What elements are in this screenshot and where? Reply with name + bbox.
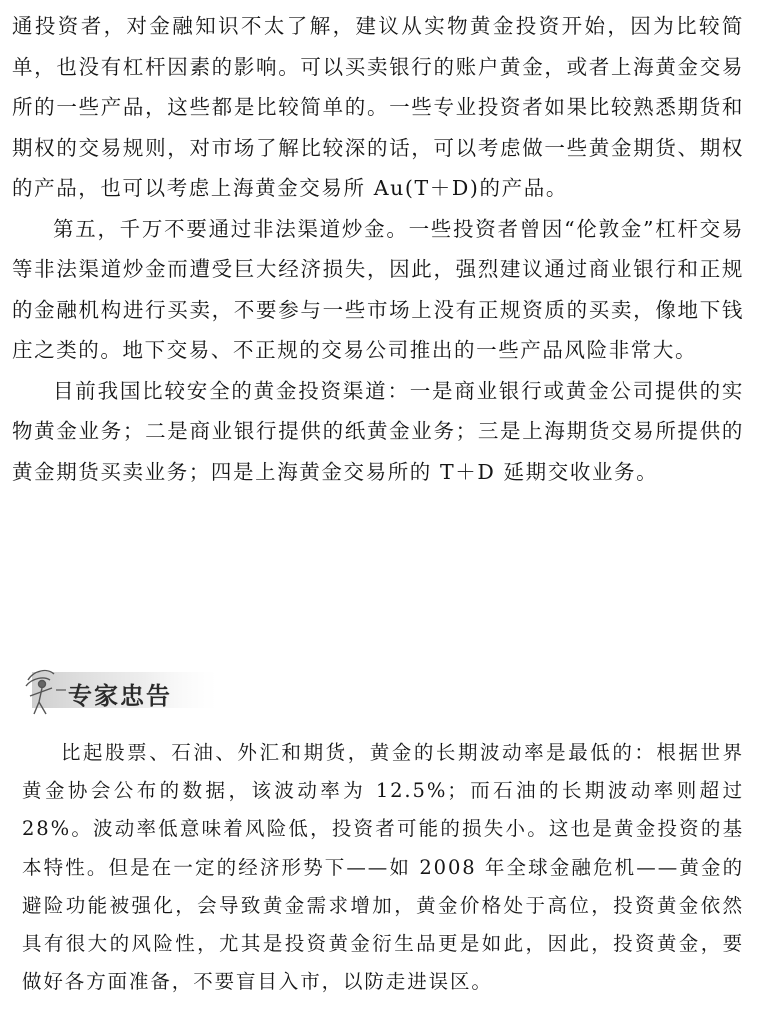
expert-tip-paragraph: 比起股票、石油、外汇和期货，黄金的长期波动率是最低的：根据世界黄金协会公布的数据，该波动率为 12.5%；而石油的长期波动率则超过 28%。波动率低意味着风险低，投资者可能的损失小。这也是黄金投资的基本特性。但是在一定的经济形势下——如 2008 年全球金融危机——黄金的避险功能被强化，会导致黄金需求增加，黄金价格处于高位，投资黄金依然具有很大的风险性，尤其是投资黄金衍生品更是如此，因此，投资黄金，要做好各方面准备，不要盲目入市，以防走进误区。	[22, 741, 744, 994]
expert-tip-body	[22, 734, 744, 1001]
paragraph-illegal-channels: 第五，千万不要通过非法渠道炒金。一些投资者曾因“伦敦金”杠杆交易等非法渠道炒金而遭受巨大经济损失，因此，强烈建议通过商业银行和正规的金融机构进行买卖，不要参与一些市场上没有正规资质的买卖，像地下钱庄之类的。地下交易、不正规的交易公司推出的一些产品风险非常大。	[12, 216, 744, 362]
expert-tip-header	[22, 662, 222, 722]
body-text	[12, 6, 744, 492]
expert-tip-title: 专家忠告	[68, 682, 172, 710]
paragraph-safe-channels: 目前我国比较安全的黄金投资渠道：一是商业银行或黄金公司提供的实物黄金业务；二是商业银行提供的纸黄金业务；三是上海期货交易所提供的黄金期货买卖业务；四是上海黄金交易所的 T＋D 延期交收业务。	[12, 378, 744, 484]
paragraph-continued: 通投资者，对金融知识不太了解，建议从实物黄金投资开始，因为比较简单，也没有杠杆因素的影响。可以买卖银行的账户黄金，或者上海黄金交易所的一些产品，这些都是比较简单的。一些专业投资者如果比较熟悉期货和期权的交易规则，对市场了解比较深的话，可以考虑做一些黄金期货、期权的产品，也可以考虑上海黄金交易所 Au(T＋D)的产品。	[12, 14, 744, 200]
